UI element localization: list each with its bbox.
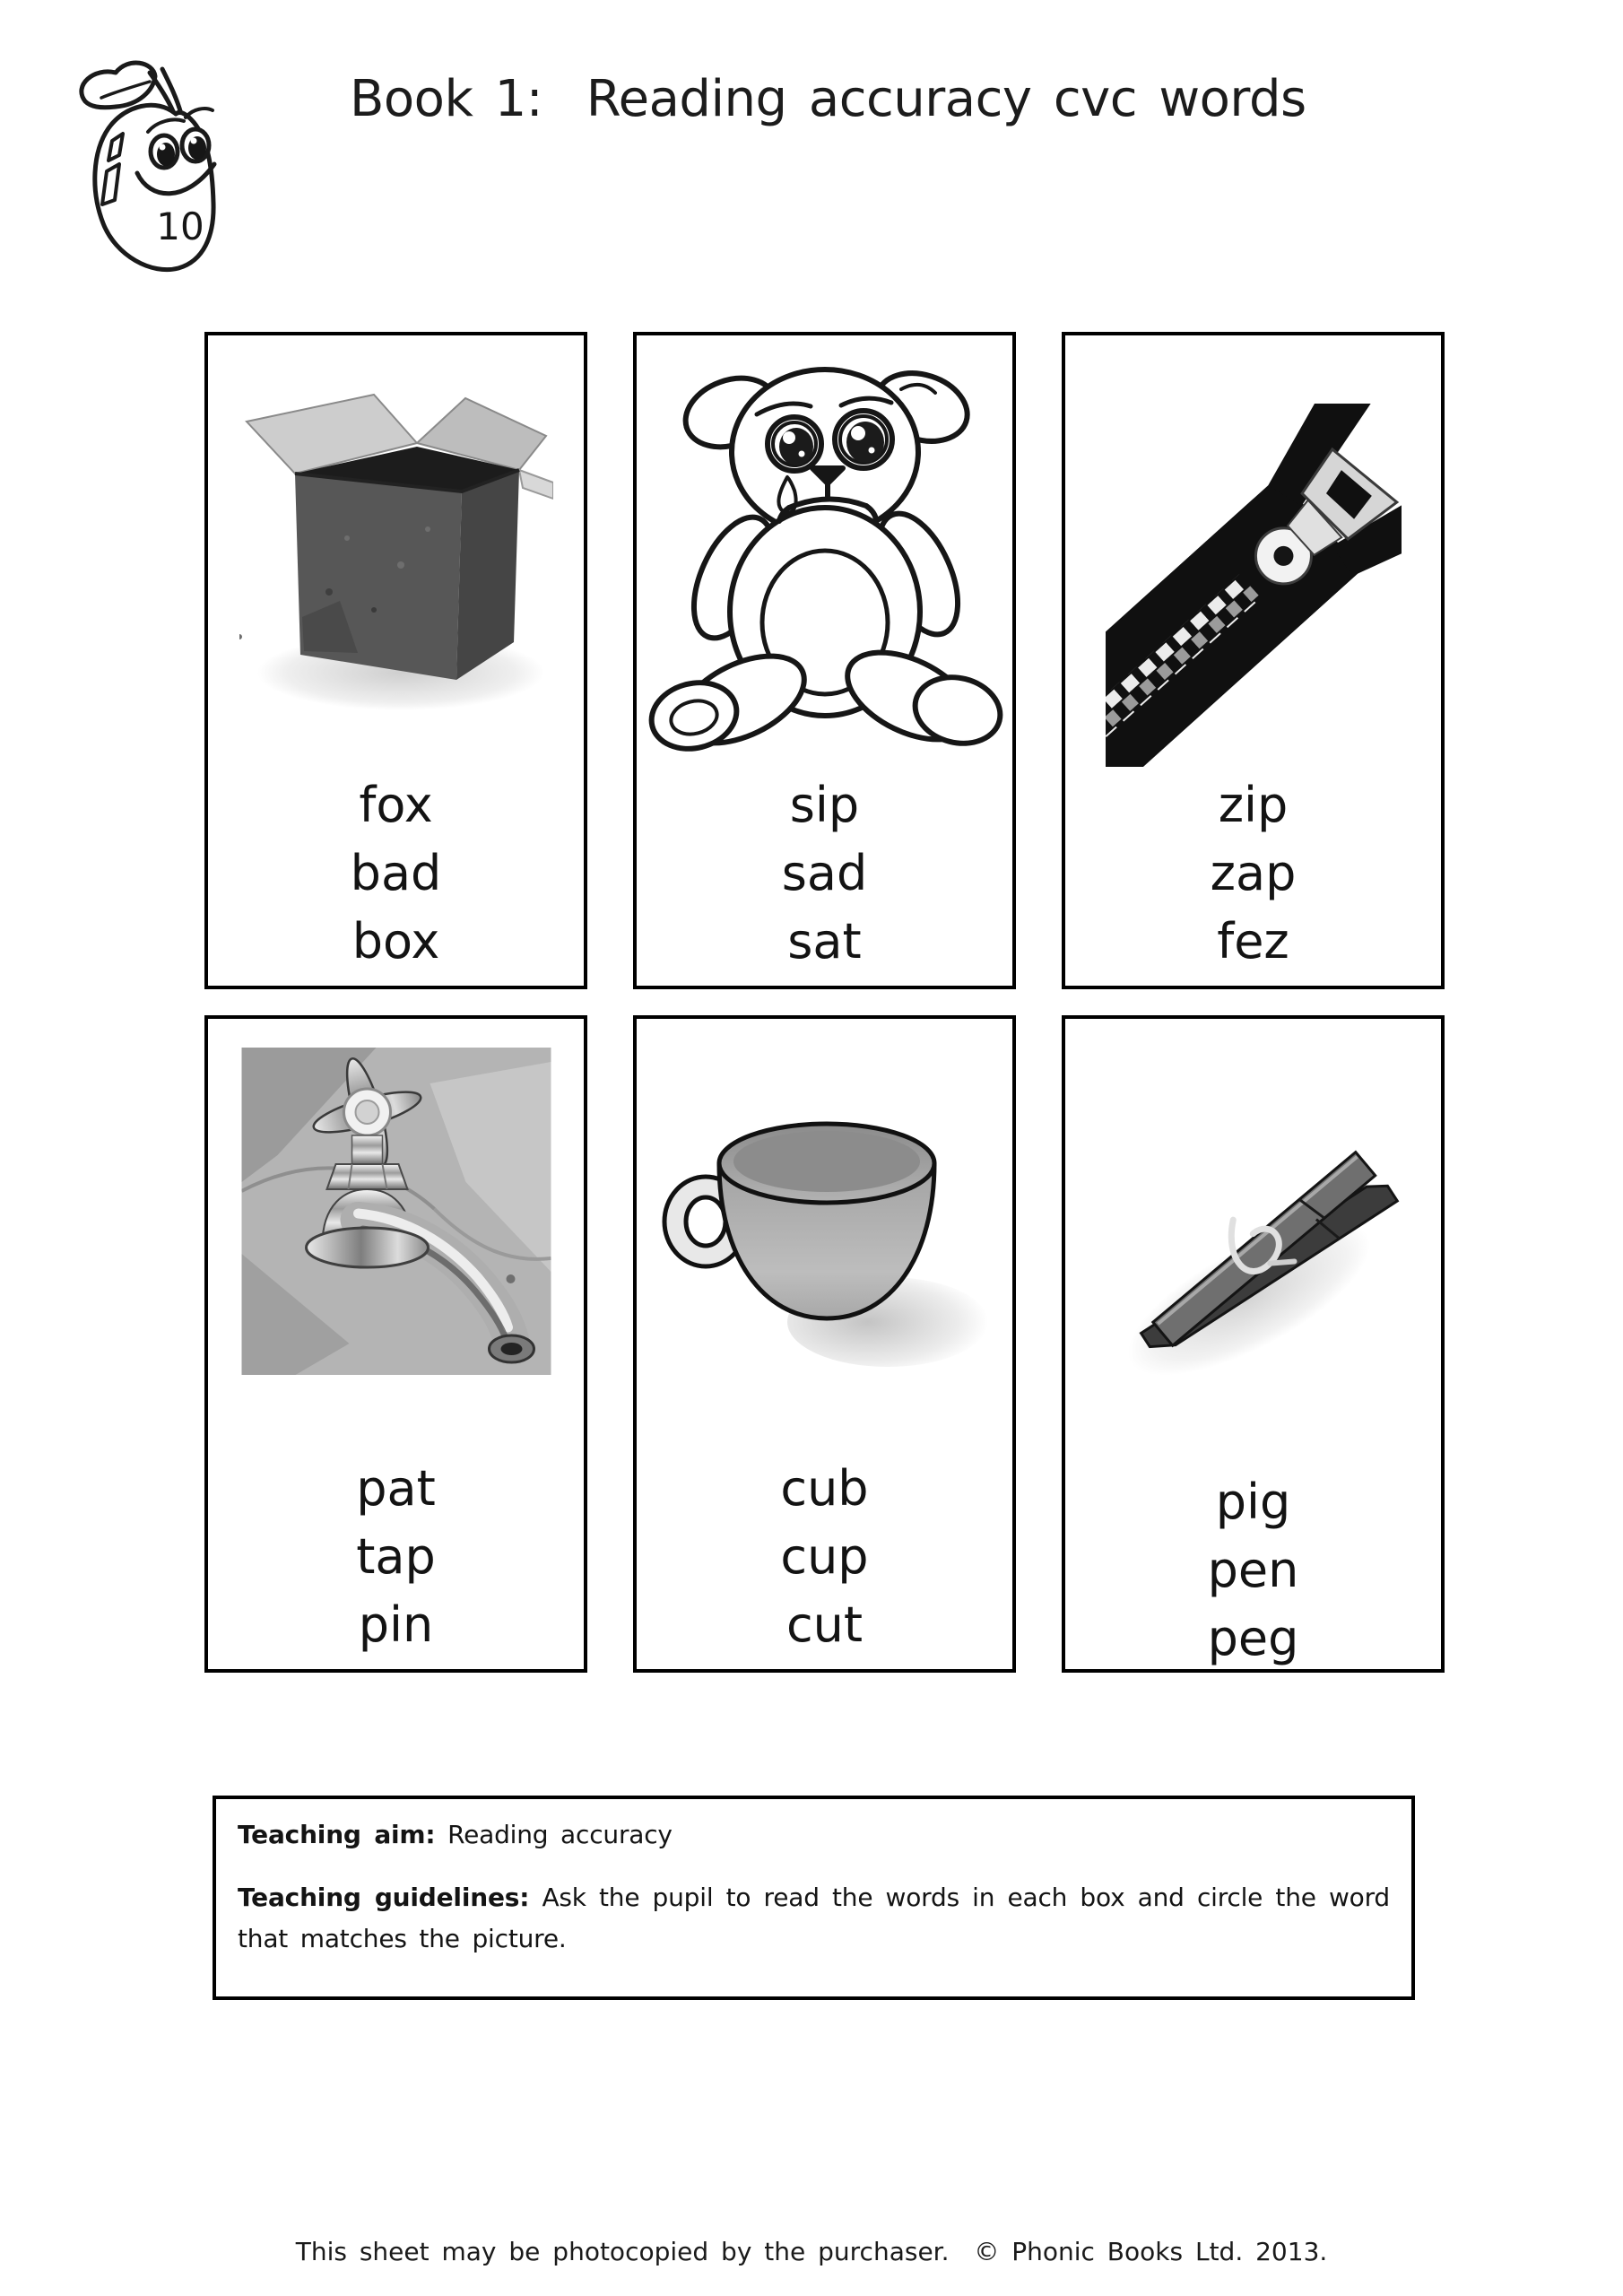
sad-teddy-drawing bbox=[637, 335, 1012, 771]
card-zipper bbox=[1062, 332, 1445, 989]
zipper-photo bbox=[1065, 335, 1441, 771]
word: fox bbox=[359, 777, 433, 833]
word: pat bbox=[356, 1460, 436, 1517]
footer-copyright: This sheet may be photocopied by the purchaser. © Phonic Books Ltd. 2013. bbox=[295, 2237, 1328, 2266]
word: sat bbox=[787, 913, 862, 970]
word-list bbox=[356, 1455, 436, 1659]
word: cup bbox=[780, 1528, 869, 1585]
word: cut bbox=[785, 1596, 864, 1653]
word: peg bbox=[1207, 1610, 1299, 1666]
teaching-guidelines-line bbox=[238, 1877, 1390, 1960]
teaching-notes-box bbox=[213, 1796, 1415, 2000]
card-peg bbox=[1062, 1015, 1445, 1673]
teaching-aim-label: Teaching aim: bbox=[238, 1820, 436, 1849]
word: bad bbox=[350, 845, 442, 901]
card-box bbox=[204, 332, 587, 989]
word: fez bbox=[1217, 913, 1289, 970]
word: zap bbox=[1210, 845, 1297, 901]
apple-icon bbox=[49, 31, 220, 283]
word: sip bbox=[789, 777, 860, 833]
logo-number: 10 bbox=[156, 204, 204, 248]
teaching-aim-line bbox=[238, 1814, 1390, 1856]
word-card-grid bbox=[204, 332, 1445, 1673]
card-teddy bbox=[633, 332, 1016, 989]
word: pig bbox=[1215, 1474, 1291, 1530]
cup-drawing bbox=[637, 1019, 1012, 1455]
word: zip bbox=[1218, 777, 1289, 833]
word-list bbox=[782, 771, 868, 976]
word-list bbox=[351, 771, 442, 976]
teaching-aim-text: Reading accuracy bbox=[447, 1820, 673, 1849]
open-box-photo bbox=[208, 335, 584, 771]
word: cub bbox=[780, 1460, 869, 1517]
word-list bbox=[1211, 771, 1297, 976]
card-tap bbox=[204, 1015, 587, 1673]
apple-logo bbox=[49, 31, 220, 283]
word: sad bbox=[781, 845, 868, 901]
word: pen bbox=[1207, 1542, 1299, 1598]
word-list bbox=[1208, 1468, 1299, 1673]
page-title: Book 1: Reading accuracy cvc words bbox=[350, 70, 1306, 128]
word: pin bbox=[358, 1596, 434, 1653]
teaching-guidelines-text: Ask the pupil to read the words in each box and circle the word that matches the picture. bbox=[238, 1883, 1390, 1953]
tap-photo bbox=[208, 1019, 584, 1455]
word: tap bbox=[356, 1528, 436, 1585]
clothes-peg-photo bbox=[1065, 1019, 1441, 1455]
teaching-guidelines-label: Teaching guidelines: bbox=[238, 1883, 530, 1912]
card-cup bbox=[633, 1015, 1016, 1673]
word-list bbox=[780, 1455, 868, 1659]
word: box bbox=[352, 913, 440, 970]
